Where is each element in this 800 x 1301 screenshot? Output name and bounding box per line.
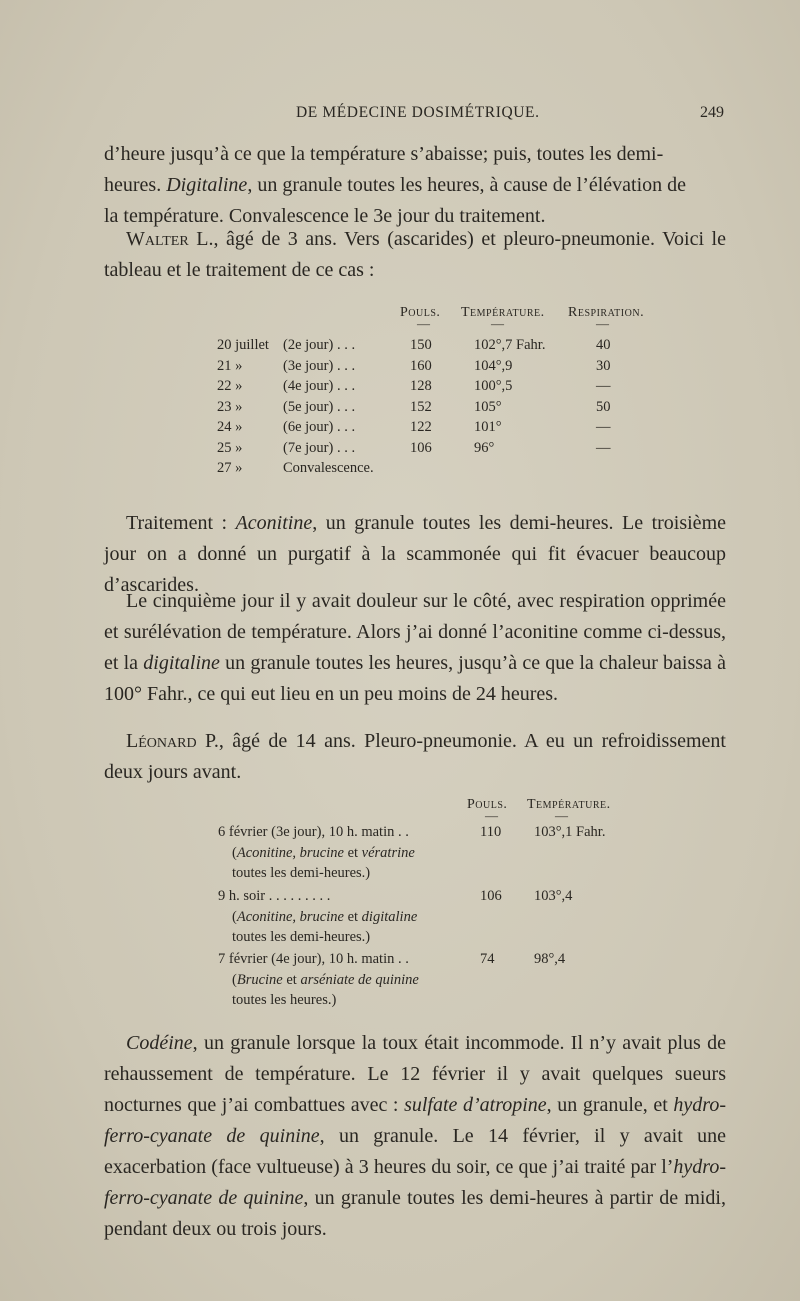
header-rule: —	[555, 808, 568, 823]
row-date: 9 h. soir . . . . . . . . .	[218, 888, 331, 904]
intro-text: , un granule toutes les heures, à cause de l’élévation de	[247, 174, 687, 196]
row-day: (3e jour) . . .	[283, 357, 356, 374]
row-day: Convalescence.	[283, 460, 374, 476]
running-title: DE MÉDECINE DOSIMÉTRIQUE.	[296, 104, 540, 121]
column-header-pouls: Pouls.	[467, 797, 508, 812]
row-note: (Brucine et arséniate de quinine	[232, 972, 419, 988]
cell-respiration: 30	[596, 357, 611, 374]
patient-name: Léonard P.	[126, 730, 219, 752]
para-text: Traitement :	[126, 512, 236, 534]
case-text: tableau et le traitement de ce cas :	[104, 259, 375, 281]
drug-name: Brucine	[236, 972, 283, 988]
drug-name: vératrine	[361, 845, 415, 861]
header-rule: —	[417, 316, 430, 331]
case-walter-intro	[104, 224, 726, 286]
cell-respiration: —	[596, 378, 611, 394]
drug-name: arséniate de quinine	[300, 972, 419, 988]
row-note: (Aconitine, brucine et digitaline	[232, 909, 418, 925]
note-text: et	[343, 909, 362, 925]
note-text: et	[282, 972, 301, 988]
drug-name: hydro-ferro-cyanate de quinine	[104, 1094, 726, 1147]
cell-pouls: 74	[480, 951, 495, 967]
intro-text: heures.	[104, 174, 167, 196]
cell-respiration: —	[596, 439, 611, 456]
para-text: , un granule, et	[546, 1094, 674, 1116]
row-note: toutes les heures.)	[232, 992, 337, 1008]
intro-line-1: d’heure jusqu’à ce que la température s’abaisse; puis, toutes les demi-	[104, 143, 664, 165]
row-day: (5e jour) . . .	[283, 398, 356, 415]
intro-line-2	[104, 170, 726, 201]
row-date: 25 »	[217, 439, 243, 456]
para-text: , un granule toutes les demi-heures. Le troisième jour on a donné un purgatif à la scammonée qui fit évacuer beaucoup d’ascarides.	[104, 512, 726, 596]
para-text: , un granule lorsque la toux était incommode. Il n’y avait plus de rehaussement de température. Le 12 février il y avait quelques sueurs nocturnes que j’ai combattues avec :	[104, 1032, 726, 1116]
row-day: (7e jour) . . .	[283, 439, 356, 456]
page-number: 249	[700, 104, 724, 121]
drug-name: Aconitine	[235, 512, 313, 534]
para-text: , un granule. Le 14 février, il y avait une exacerbation (face vultueuse) à 3 heures du soir, ce que j’ai traité par l’	[104, 1125, 726, 1178]
row-note: toutes les demi-heures.)	[232, 865, 371, 881]
drug-name: Digitaline	[166, 174, 248, 196]
table-walter-body	[217, 335, 637, 485]
column-header-pouls: Pouls.	[400, 305, 441, 320]
row-date: 23 »	[217, 398, 243, 415]
cell-pouls: 160	[410, 357, 432, 374]
cell-respiration: 50	[596, 398, 611, 415]
case-text: , âgé de 14 ans. Pleuro-pneumonie. A eu un refroidissement deux jours avant.	[104, 730, 726, 783]
para-text: un granule toutes les heures, jusqu’à ce que la chaleur baissa à 100° Fahr., ce qui eut lieu en un peu moins de 24 heures.	[104, 652, 726, 705]
cell-temperature: 105°	[474, 398, 502, 415]
column-header-respiration: Respiration.	[568, 305, 645, 320]
cell-pouls: 150	[410, 337, 432, 353]
row-date: 24 »	[217, 419, 243, 435]
para-text: , un granule toutes les demi-heures à partir de midi, pendant deux ou trois jours.	[104, 1187, 726, 1240]
cell-pouls: 128	[410, 378, 432, 394]
column-header-temperature: Température.	[527, 797, 611, 812]
cell-respiration: —	[596, 419, 611, 435]
case-leonard-intro	[104, 726, 726, 788]
paragraph-codeine	[104, 1028, 726, 1245]
row-date: 20 juillet	[217, 337, 269, 353]
cell-temperature: 104°,9	[474, 357, 513, 374]
header-rule: —	[596, 316, 609, 331]
paragraph-intro	[104, 139, 726, 232]
cell-pouls: 152	[410, 398, 432, 415]
row-date: 7 février (4e jour), 10 h. matin . .	[218, 951, 409, 967]
case-text: , âgé de 3 ans. Vers (ascarides) et pleuro-pneumonie. Voici le	[213, 228, 726, 250]
cell-pouls: 106	[410, 439, 432, 456]
row-day: (4e jour) . . .	[283, 378, 356, 394]
cell-pouls: 110	[480, 824, 502, 840]
patient-name: Walter L.	[126, 228, 214, 250]
cell-pouls: 122	[410, 419, 432, 435]
cell-temperature: 101°	[474, 419, 502, 435]
row-note: (Aconitine, brucine et vératrine	[232, 845, 415, 861]
header-rule: —	[485, 808, 498, 823]
row-date: 22 »	[217, 378, 243, 394]
cell-temperature: 98°,4	[534, 951, 566, 967]
row-day: (2e jour) . . .	[283, 337, 356, 353]
cell-pouls: 106	[480, 888, 502, 904]
row-day: (6e jour) . . .	[283, 419, 356, 435]
drug-name: Aconitine, brucine	[236, 845, 344, 861]
row-date: 27 »	[217, 460, 243, 476]
cell-respiration: 40	[596, 337, 611, 353]
intro-line-3: la température. Convalescence le 3e jour du traitement.	[104, 205, 546, 227]
cell-temperature: 96°	[474, 439, 495, 456]
row-note: toutes les demi-heures.)	[232, 929, 371, 945]
drug-name: hydro-ferro-cyanate de quinine	[104, 1156, 726, 1209]
para-text: Le cinquième jour il y avait douleur sur le côté, avec respiration opprimée et surélévation de température. Alors j’ai donné l’aconitine comme ci-dessus, et la	[104, 590, 726, 674]
cell-temperature: 103°,1 Fahr.	[534, 824, 606, 840]
row-date: 21 »	[217, 357, 243, 374]
cell-temperature: 103°,4	[534, 888, 573, 904]
drug-name: Aconitine, brucine	[236, 909, 344, 925]
drug-name: digitaline	[143, 652, 220, 674]
drug-name: digitaline	[361, 909, 418, 925]
cell-temperature: 100°,5	[474, 378, 513, 394]
header-rule: —	[491, 316, 504, 331]
row-date: 6 février (3e jour), 10 h. matin . .	[218, 824, 409, 840]
drug-name: sulfate d’atropine	[404, 1094, 547, 1116]
note-text: et	[343, 845, 362, 861]
column-header-temperature: Température.	[461, 305, 545, 320]
drug-name: Codéine	[126, 1032, 193, 1054]
cell-temperature: 102°,7 Fahr.	[474, 337, 546, 353]
paragraph-cinquieme-jour	[104, 586, 726, 710]
